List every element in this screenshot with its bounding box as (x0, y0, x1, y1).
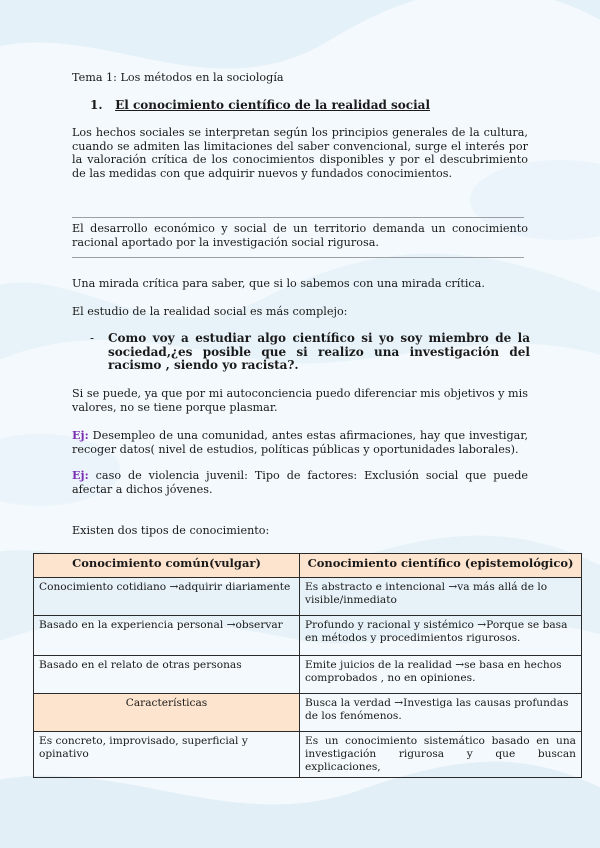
table-header-common: Conocimiento común(vulgar) (34, 554, 300, 578)
table-row (34, 616, 582, 656)
example-2-label: Ej: (72, 468, 89, 482)
table-cell: Es abstracto e intencional →va más allá de lo visible/inmediato (300, 578, 582, 616)
table-cell-caracteristicas: Características (34, 694, 300, 732)
mirada-paragraph: Una mirada crítica para saber, que si lo sabemos con una mirada crítica. (72, 277, 485, 290)
table-row (34, 732, 582, 778)
table-row (34, 694, 582, 732)
bullet-dash: - (90, 331, 95, 345)
table-header-scientific: Conocimiento científico (epistemológico) (300, 554, 582, 578)
table-cell: Basado en el relato de otras personas (34, 656, 300, 694)
si-se-puede-paragraph: Si se puede, ya que por mi autoconciencia puedo diferenciar mis objetivos y mis valores, no se tiene porque plasmar. (72, 387, 528, 414)
table-cell: Emite juicios de la realidad →se basa en hechos comprobados , no en opiniones. (300, 656, 582, 694)
example-1-label: Ej: (72, 428, 89, 442)
tipos-paragraph: Existen dos tipos de conocimiento: (72, 524, 270, 537)
table-cell: Busca la verdad →Investiga las causas profundas de los fenómenos. (300, 694, 582, 732)
table-header-row (34, 554, 582, 578)
table-cell: Profundo y racional y sistémico →Porque se basa en métodos y procedimientos rigurosos. (300, 616, 582, 656)
table-row (34, 578, 582, 616)
example-1-text: Desempleo de una comunidad, antes estas afirmaciones, hay que investigar, recoger datos( nivel de estudios, políticas públicas y oportunidades laborales). (72, 429, 528, 456)
example-2-text: caso de violencia juvenil: Tipo de factores: Exclusión social que puede afectar a dichos jóvenes. (72, 469, 528, 496)
estudio-paragraph: El estudio de la realidad social es más complejo: (72, 305, 348, 318)
table-cell: Basado en la experiencia personal →observar (34, 616, 300, 656)
bottom-divider (72, 257, 524, 258)
intro-paragraph: Los hechos sociales se interpretan según los principios generales de la cultura, cuando se admiten las limitaciones del saber convencional, surge el interés por la valoración crítica de los conocimientos disponibles y por el descubrimiento de las medidas con que adquirir nuevos y fundados conocimientos. (72, 126, 528, 180)
table-cell: Es concreto, improvisado, superficial y opinativo (34, 732, 300, 778)
knowledge-comparison-table (33, 553, 582, 778)
quote-paragraph: El desarrollo económico y social de un territorio demanda un conocimiento racional aportado por la investigación social rigurosa. (72, 222, 528, 249)
section-title (90, 98, 430, 112)
table-cell: Es un conocimiento sistemático basado en una investigación rigurosa y que buscan explicaciones, (300, 732, 582, 778)
top-divider (72, 217, 524, 218)
bullet-item (90, 332, 530, 373)
example-2-paragraph (72, 469, 528, 496)
section-number: 1. (90, 98, 103, 112)
example-1-paragraph (72, 429, 528, 456)
bullet-text: Como voy a estudiar algo científico si yo soy miembro de la sociedad,¿es posible que si realizo una investigación del racismo , siendo yo racista?. (108, 331, 530, 372)
table-row (34, 656, 582, 694)
table-cell: Conocimiento cotidiano →adquirir diariamente (34, 578, 300, 616)
topic-heading: Tema 1: Los métodos en la sociología (72, 71, 284, 84)
section-title-text: El conocimiento científico de la realidad social (115, 98, 431, 112)
